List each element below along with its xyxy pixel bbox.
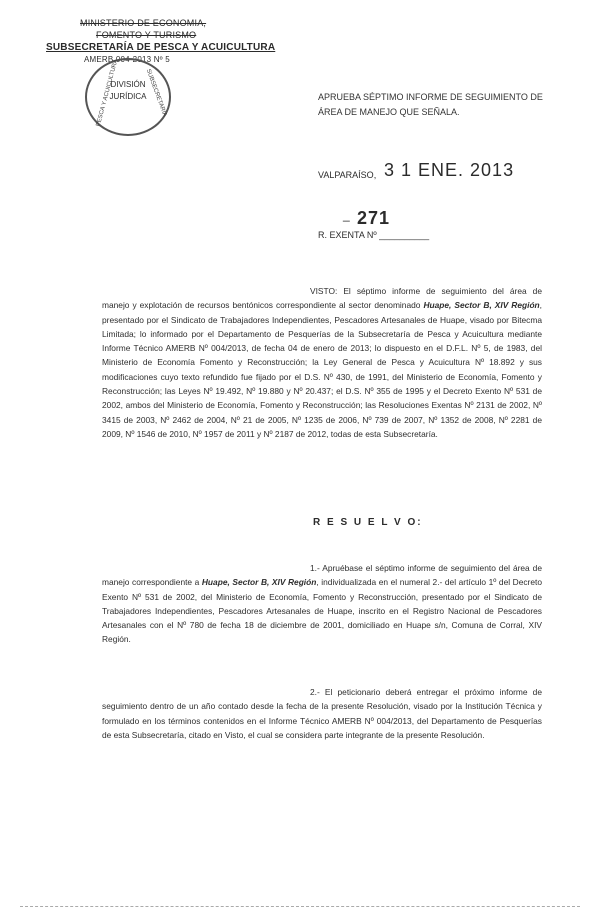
- resolution-number-dash: _: [343, 208, 350, 222]
- visto-paragraph: [102, 284, 542, 441]
- document-subject: APRUEBA SÉPTIMO INFORME DE SEGUIMIENTO DE ÁREA DE MANEJO QUE SEÑALA.: [318, 92, 543, 117]
- date-stamp: 3 1 ENE. 2013: [384, 160, 515, 180]
- visto-rest: , presentado por el Sindicato de Trabajadores Independientes, Pescadores Artesanales de Huape, visado por Bitecma Limitada; lo informado por el Departamento de Pesquerías de la Subsecretaría de Pesca y Acuicultura mediante Informe Técnico AMERB Nº 004/2013, de fecha 04 de enero de 2013; lo dispuesto en el D.F.L. Nº 5, de 1983, del Ministerio de Economía Fomento y Reconstrucción; la Ley General de Pesca y Acuicultura Nº 18.892 y sus modificaciones cuyo texto refundido fue fijado por el D.S. Nº 430, de 1991, del Ministerio de Economía, Fomento y Reconstrucción; las Leyes Nº 19.492, Nº 19.880 y Nº 20.437; el D.S. Nº 355 de 1995 y el Decreto Exento Nº 531 de 2002, ambos del Ministerio de Economía, Fomento y Reconstrucción; las Resoluciones Exentas Nº 2131 de 2002, Nº 3415 de 2003, Nº 2462 de 2004, Nº 21 de 2005, Nº 1235 de 2006, Nº 739 de 2007, Nº 1352 de 2008, Nº 2281 de 2009, Nº 1546 de 2010, Nº 1957 de 2011 y Nº 2187 de 2012, todas de esta Subsecretaría.: [102, 300, 542, 439]
- juridical-division-stamp: [85, 58, 171, 136]
- ministry-subtitle: FOMENTO Y TURISMO: [96, 30, 197, 40]
- undersecretariat-name: SUBSECRETARÍA DE PESCA Y ACUICULTURA: [46, 42, 276, 53]
- page-bottom-edge: [20, 906, 580, 907]
- stamp-line-2: JURÍDICA: [109, 92, 147, 101]
- visto-sector: Huape, Sector B, XIV Región: [423, 300, 540, 311]
- visto-prefix: VISTO: El séptimo informe de seguimiento del área de manejo y explotación de recursos bentónicos correspondiente al sector denominado: [102, 286, 542, 311]
- ministry-name: MINISTERIO DE ECONOMIA,: [80, 18, 207, 28]
- stamp-line-1: DIVISIÓN: [110, 80, 146, 89]
- point1-prefix: 1.- Apruébase el séptimo informe de seguimiento del área de manejo correspondiente a: [102, 563, 542, 588]
- resolution-point-1: [102, 561, 542, 647]
- point1-rest: , individualizada en el numeral 2.- del artículo 1º del Decreto Exento Nº 531 de 2002, del Ministerio de Economía, Fomento y Reconstrucción, presentado por el Sindicato de Trabajadores Independientes, Pescadores Artesanales de Huape, inscrito en el Registro Nacional de Pescadores Artesanales con el Nº 780 de fecha 18 de diciembre de 2001, domiciliado en Huape s/n, Comuna de Corral, XIV Región.: [102, 577, 542, 645]
- resolution-label: R. EXENTA Nº __________: [318, 230, 430, 240]
- reference-code: AMERB 004-2013 Nº 5: [84, 55, 170, 64]
- resolution-point-2: 2.- El peticionario deberá entregar el próximo informe de seguimiento dentro de un año contado desde la fecha de la presente Resolución, visado por la Institución Técnica y formulado en los términos contenidos en el Informe Técnico AMERB Nº 004/2013, del Departamento de Pesquerías de esta Subsecretaría, citado en Visto, el cual se considera parte integrante de la presente Resolución.: [102, 687, 542, 740]
- place-label: VALPARAÍSO,: [318, 170, 377, 180]
- resolution-number: 271: [357, 208, 391, 228]
- resuelvo-heading: R E S U E L V O:: [313, 517, 423, 528]
- stamp-right-text: SUBSECRETARIA: [144, 68, 168, 118]
- point1-sector: Huape, Sector B, XIV Región: [201, 577, 317, 588]
- stamp-left-text: PESCA Y ACUICULTURA: [95, 58, 120, 128]
